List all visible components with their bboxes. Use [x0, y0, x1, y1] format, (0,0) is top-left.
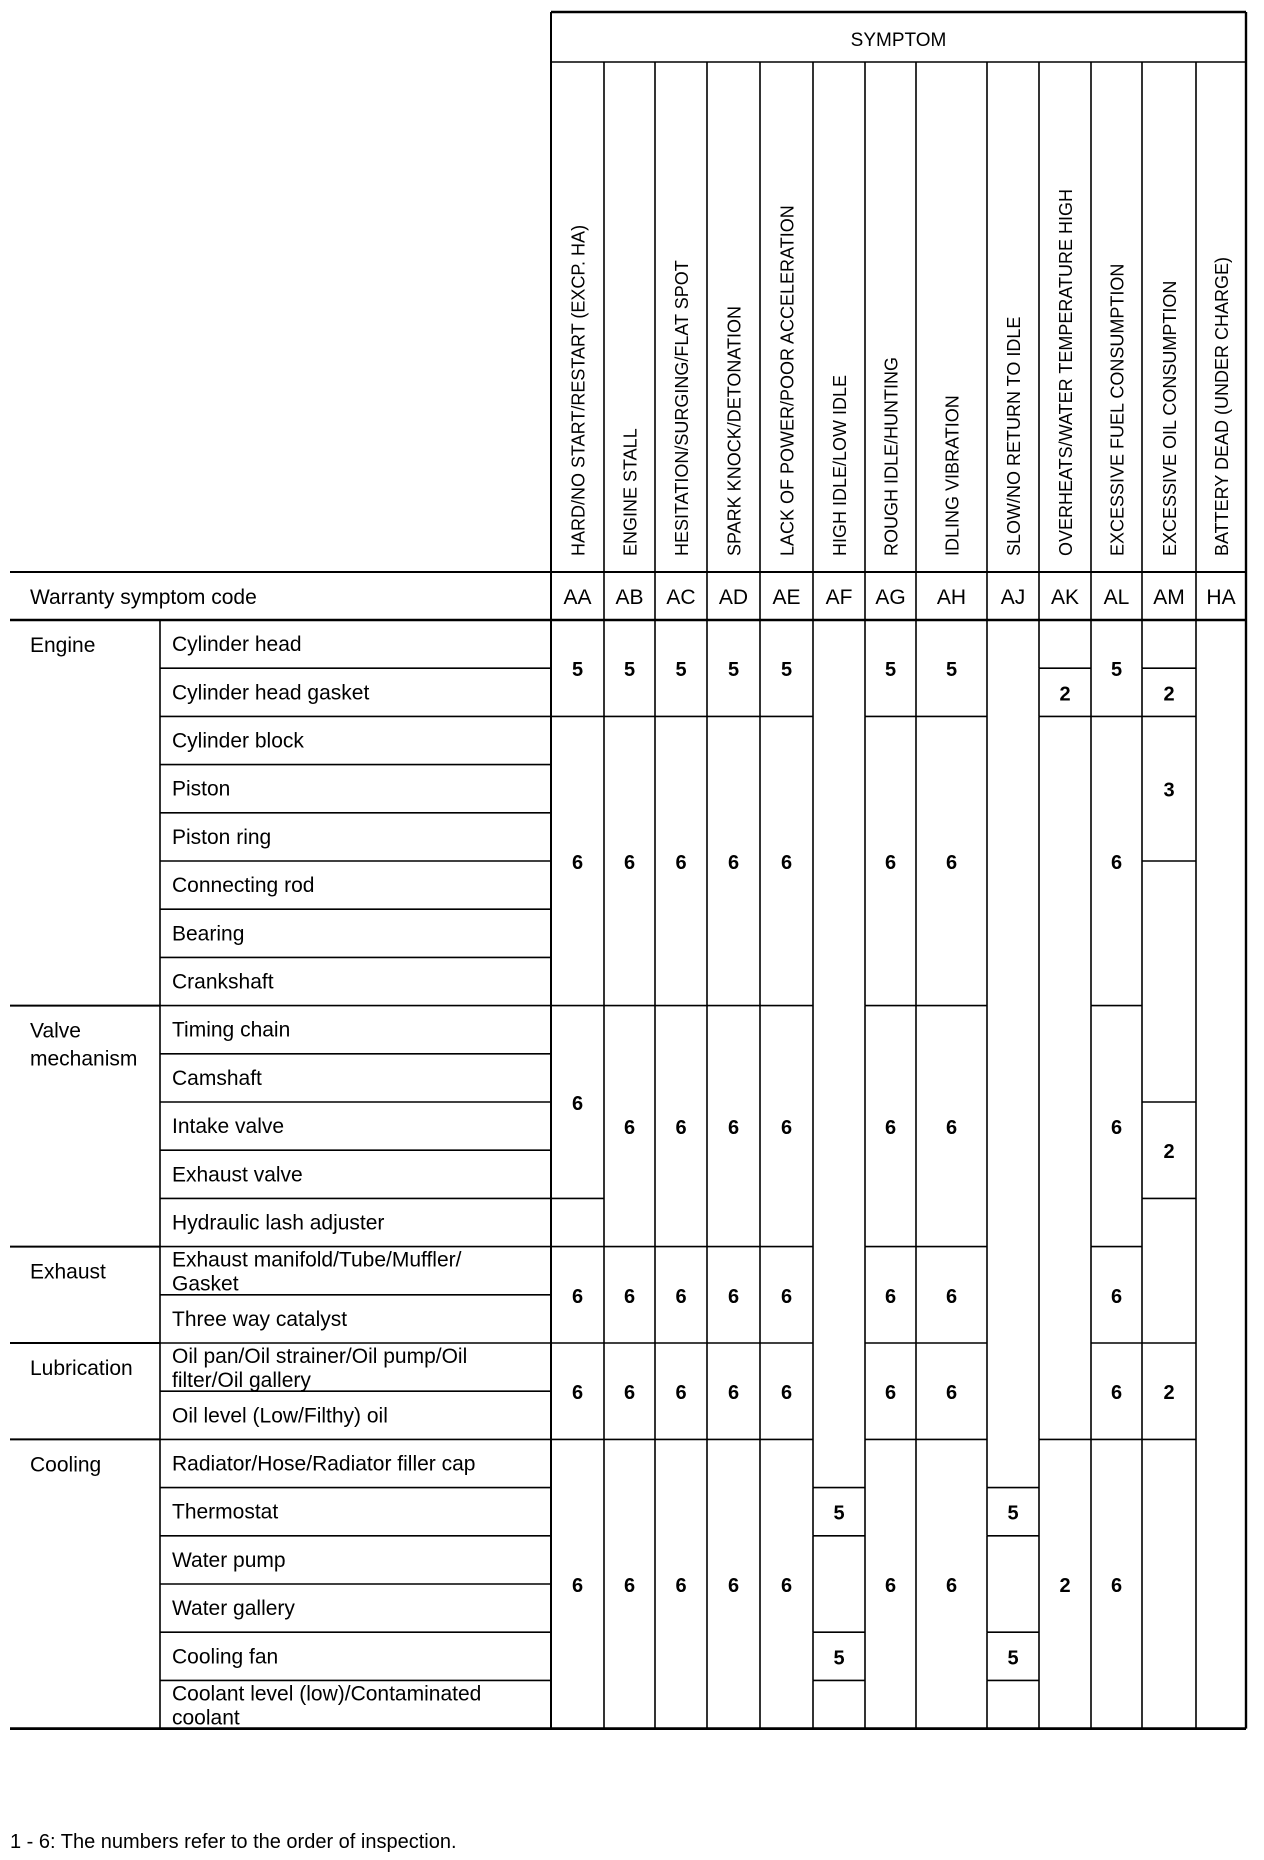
warranty-code-am: AM	[1153, 586, 1185, 609]
part-name: Water pump	[172, 1548, 286, 1572]
inspection-order-value: 6	[571, 852, 584, 874]
part-name: Exhaust valve	[172, 1163, 303, 1187]
part-name: filter/Oil gallery	[172, 1369, 311, 1392]
part-name: Oil level (Low/Filthy) oil	[172, 1404, 388, 1428]
group-name-lubrication: Lubrication	[30, 1357, 133, 1380]
part-name: Exhaust manifold/Tube/Muffler/	[172, 1248, 462, 1272]
warranty-code-ab: AB	[615, 586, 644, 609]
symptom-name-ak: OVERHEATS/WATER TEMPERATURE HIGH	[1056, 188, 1076, 556]
inspection-order-value: 5	[945, 659, 958, 682]
inspection-order-value: 2	[1059, 683, 1071, 706]
inspection-order-value: 5	[884, 659, 897, 682]
inspection-order-value: 6	[571, 1285, 584, 1308]
inspection-order-value: 6	[780, 1575, 793, 1597]
inspection-order-value: 6	[884, 1382, 897, 1405]
inspection-order-value: 5	[1007, 1502, 1019, 1525]
inspection-order-value: 5	[833, 1647, 845, 1670]
inspection-order-value: 6	[727, 1382, 740, 1405]
inspection-order-value: 6	[675, 1382, 687, 1405]
symptom-header: SYMPTOM	[850, 30, 947, 51]
symptom-name-ag: ROUGH IDLE/HUNTING	[881, 356, 902, 556]
inspection-order-value: 6	[884, 852, 897, 874]
inspection-order-value: 6	[675, 1285, 687, 1308]
inspection-order-value: 3	[1163, 779, 1175, 802]
inspection-order-value: 6	[945, 852, 958, 874]
inspection-order-value: 6	[623, 1117, 636, 1140]
inspection-order-value: 6	[884, 1575, 897, 1597]
part-name: Timing chain	[172, 1018, 291, 1042]
group-name-valve-mechanism: Valve	[30, 1019, 81, 1043]
part-name: Three way catalyst	[172, 1307, 348, 1331]
symptom-name-aa: HARD/NO START/RESTART (EXCP. HA)	[568, 224, 589, 556]
inspection-order-value: 6	[727, 1117, 740, 1140]
inspection-order-value: 5	[833, 1502, 845, 1525]
group-name-engine: Engine	[30, 634, 96, 657]
inspection-order-value: 6	[780, 1382, 793, 1405]
part-name: Water gallery	[172, 1597, 295, 1621]
inspection-order-value: 6	[623, 1382, 636, 1405]
inspection-order-value: 6	[1110, 1382, 1123, 1405]
inspection-order-value: 5	[571, 659, 584, 682]
warranty-code-aj: AJ	[1000, 586, 1026, 609]
inspection-order-value: 2	[1163, 1382, 1175, 1405]
footnote-text: 1 - 6: The numbers refer to the order of inspection.	[10, 1831, 457, 1853]
symptom-name-ab: ENGINE STALL	[620, 428, 641, 556]
inspection-order-value: 6	[623, 1575, 636, 1597]
part-name: Cylinder head gasket	[172, 681, 370, 705]
inspection-order-value: 6	[571, 1575, 584, 1597]
part-name: Piston ring	[172, 825, 272, 849]
symptom-name-ha: BATTERY DEAD (UNDER CHARGE)	[1212, 256, 1232, 556]
part-name: Crankshaft	[172, 970, 274, 994]
group-name-valve-mechanism: mechanism	[30, 1047, 138, 1071]
inspection-order-value: 6	[945, 1117, 958, 1140]
inspection-order-value: 6	[727, 1285, 740, 1308]
inspection-order-value: 6	[1110, 1117, 1123, 1140]
symptom-name-ad: SPARK KNOCK/DETONATION	[724, 305, 745, 556]
inspection-order-value: 2	[1059, 1575, 1071, 1597]
part-name: Bearing	[172, 922, 245, 946]
part-name: Thermostat	[172, 1500, 279, 1524]
part-name: Piston	[172, 777, 231, 801]
inspection-order-value: 6	[675, 1575, 687, 1597]
inspection-order-value: 6	[1110, 852, 1123, 874]
warranty-symptom-code-label: Warranty symptom code	[30, 586, 257, 609]
symptom-name-af: HIGH IDLE/LOW IDLE	[830, 374, 850, 556]
part-name: Connecting rod	[172, 874, 315, 898]
inspection-order-value: 6	[945, 1285, 958, 1308]
inspection-order-value: 2	[1163, 683, 1175, 706]
warranty-code-ae: AE	[772, 586, 801, 609]
inspection-order-value: 6	[675, 852, 687, 874]
part-name: Cylinder head	[172, 633, 302, 657]
part-name: Hydraulic lash adjuster	[172, 1211, 385, 1235]
inspection-order-value: 6	[675, 1117, 687, 1140]
inspection-order-value: 5	[727, 659, 740, 682]
inspection-order-value: 6	[623, 852, 636, 874]
inspection-order-value: 6	[1110, 1575, 1123, 1597]
warranty-code-ag: AG	[875, 586, 906, 609]
warranty-code-aa: AA	[563, 586, 592, 609]
warranty-code-ac: AC	[666, 586, 696, 609]
inspection-order-value: 6	[727, 1575, 740, 1597]
inspection-order-value: 6	[571, 1093, 584, 1115]
warranty-code-ha: HA	[1206, 586, 1236, 609]
inspection-order-value: 5	[675, 659, 687, 682]
warranty-code-ak: AK	[1050, 586, 1080, 609]
symptom-name-ae: LACK OF POWER/POOR ACCELERATION	[777, 205, 798, 556]
warranty-code-ad: AD	[718, 586, 749, 609]
inspection-order-value: 6	[884, 1285, 897, 1308]
part-name: Cylinder block	[172, 729, 304, 753]
inspection-order-value: 5	[1007, 1647, 1019, 1670]
part-name: Oil pan/Oil strainer/Oil pump/Oil	[172, 1345, 468, 1368]
part-name: Cooling fan	[172, 1645, 279, 1669]
inspection-order-value: 6	[727, 852, 740, 874]
symptom-name-al: EXCESSIVE FUEL CONSUMPTION	[1107, 263, 1128, 556]
inspection-order-value: 6	[780, 852, 793, 874]
part-name: coolant	[172, 1706, 240, 1730]
part-name: Radiator/Hose/Radiator filler cap	[172, 1452, 476, 1476]
inspection-order-value: 2	[1163, 1141, 1175, 1164]
table-text	[10, 30, 1236, 1853]
inspection-order-value: 6	[945, 1575, 958, 1597]
warranty-code-al: AL	[1103, 586, 1130, 609]
inspection-order-value: 6	[780, 1117, 793, 1140]
group-name-cooling: Cooling	[30, 1453, 102, 1477]
symptom-name-ah: IDLING VIBRATION	[942, 395, 963, 556]
part-name: Gasket	[172, 1272, 239, 1296]
inspection-order-value: 6	[780, 1285, 793, 1308]
inspection-order-value: 6	[1110, 1285, 1123, 1308]
inspection-order-value: 5	[623, 659, 636, 682]
inspection-order-value: 5	[1110, 659, 1123, 682]
part-name: Intake valve	[172, 1115, 285, 1139]
inspection-order-value: 6	[571, 1382, 584, 1405]
part-name: Camshaft	[172, 1066, 262, 1090]
warranty-code-af: AF	[825, 586, 853, 609]
symptom-name-am: EXCESSIVE OIL CONSUMPTION	[1160, 280, 1180, 556]
group-name-exhaust: Exhaust	[30, 1260, 106, 1284]
warranty-code-ah: AH	[936, 586, 967, 609]
inspection-order-value: 6	[945, 1382, 958, 1405]
inspection-order-value: 6	[623, 1285, 636, 1308]
symptom-name-aj: SLOW/NO RETURN TO IDLE	[1004, 316, 1024, 556]
inspection-order-value: 6	[884, 1117, 897, 1140]
part-name: Coolant level (low)/Contaminated	[172, 1682, 482, 1706]
inspection-order-value: 5	[780, 659, 793, 682]
symptom-name-ac: HESITATION/SURGING/FLAT SPOT	[672, 260, 692, 556]
